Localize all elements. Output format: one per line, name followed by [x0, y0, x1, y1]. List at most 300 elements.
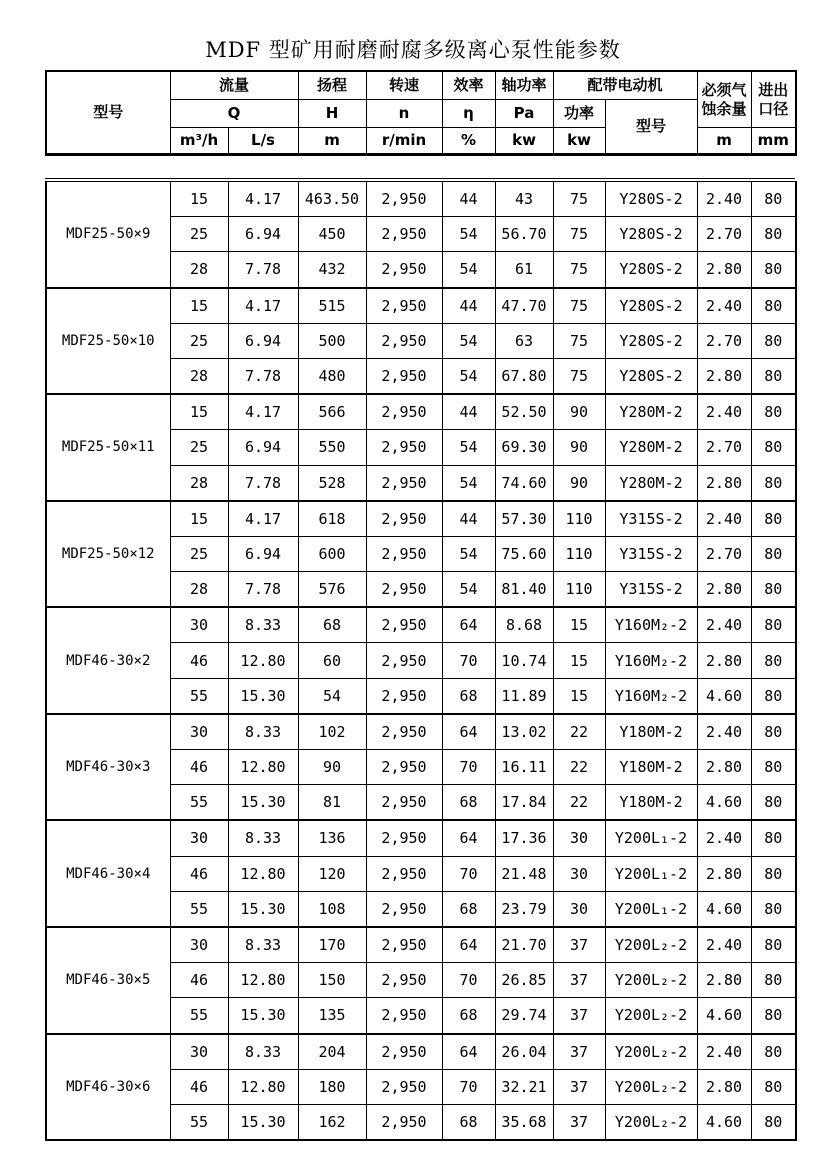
pump-table-body: [45, 181, 797, 1141]
cell-npsh: 4.60: [697, 998, 751, 1034]
col-header-shaft-power: 轴功率: [495, 71, 553, 100]
cell-flow-m3h: 28: [170, 358, 228, 394]
cell-shaft-power: 47.70: [495, 288, 553, 324]
page-title: MDF 型矿用耐磨耐腐多级离心泵性能参数: [205, 38, 621, 62]
cell-flow-ls: 12.80: [228, 1069, 298, 1104]
head-unit: m: [298, 128, 366, 155]
cell-port: 80: [751, 927, 796, 963]
cell-port: 80: [751, 182, 796, 217]
cell-flow-ls: 7.78: [228, 465, 298, 501]
cell-motor-power: 110: [553, 501, 605, 537]
cell-head: 170: [298, 927, 366, 963]
cell-motor-model: Y200L₁-2: [605, 891, 697, 927]
efficiency-unit: %: [442, 128, 495, 155]
cell-port: 80: [751, 607, 796, 643]
cell-npsh: 4.60: [697, 678, 751, 714]
cell-npsh: 2.80: [697, 643, 751, 678]
cell-flow-m3h: 25: [170, 323, 228, 358]
cell-speed: 2,950: [366, 1034, 442, 1070]
efficiency-symbol: η: [442, 100, 495, 128]
cell-motor-power: 22: [553, 714, 605, 750]
cell-flow-m3h: 46: [170, 856, 228, 891]
cell-flow-ls: 4.17: [228, 394, 298, 430]
cell-head: 450: [298, 217, 366, 252]
cell-speed: 2,950: [366, 323, 442, 358]
cell-shaft-power: 56.70: [495, 217, 553, 252]
cell-head: 204: [298, 1034, 366, 1070]
cell-port: 80: [751, 394, 796, 430]
cell-flow-ls: 15.30: [228, 785, 298, 821]
cell-head: 550: [298, 430, 366, 465]
cell-head: 576: [298, 572, 366, 608]
cell-speed: 2,950: [366, 288, 442, 324]
cell-shaft-power: 75.60: [495, 536, 553, 571]
cell-head: 120: [298, 856, 366, 891]
cell-port: 80: [751, 1069, 796, 1104]
cell-motor-power: 37: [553, 927, 605, 963]
cell-port: 80: [751, 785, 796, 821]
cell-motor-model: Y280S-2: [605, 323, 697, 358]
cell-speed: 2,950: [366, 714, 442, 750]
cell-npsh: 2.40: [697, 501, 751, 537]
cell-npsh: 2.40: [697, 394, 751, 430]
cell-shaft-power: 17.84: [495, 785, 553, 821]
cell-shaft-power: 69.30: [495, 430, 553, 465]
npsh-unit: m: [697, 128, 751, 155]
cell-flow-ls: 8.33: [228, 1034, 298, 1070]
cell-flow-m3h: 15: [170, 288, 228, 324]
cell-efficiency: 64: [442, 820, 495, 856]
cell-motor-model: Y180M-2: [605, 714, 697, 750]
cell-flow-ls: 15.30: [228, 891, 298, 927]
pump-model-cell: MDF25-50×11: [46, 394, 170, 501]
cell-head: 136: [298, 820, 366, 856]
cell-speed: 2,950: [366, 750, 442, 785]
cell-flow-m3h: 15: [170, 394, 228, 430]
flow-unit-m3h: m³/h: [170, 128, 228, 155]
pump-model-cell: MDF46-30×6: [46, 1034, 170, 1141]
cell-speed: 2,950: [366, 536, 442, 571]
cell-npsh: 2.80: [697, 856, 751, 891]
cell-flow-ls: 8.33: [228, 607, 298, 643]
shaft-power-unit: kw: [495, 128, 553, 155]
cell-head: 81: [298, 785, 366, 821]
cell-flow-m3h: 15: [170, 501, 228, 537]
cell-speed: 2,950: [366, 501, 442, 537]
cell-speed: 2,950: [366, 430, 442, 465]
cell-head: 600: [298, 536, 366, 571]
cell-flow-m3h: 28: [170, 252, 228, 288]
cell-flow-ls: 12.80: [228, 963, 298, 998]
cell-motor-model: Y280M-2: [605, 465, 697, 501]
cell-flow-m3h: 30: [170, 927, 228, 963]
cell-port: 80: [751, 501, 796, 537]
cell-flow-ls: 6.94: [228, 323, 298, 358]
cell-npsh: 2.80: [697, 358, 751, 394]
npsh-label-line2: 蚀余量: [701, 99, 747, 118]
cell-motor-power: 90: [553, 465, 605, 501]
table-row: [46, 607, 796, 643]
cell-speed: 2,950: [366, 394, 442, 430]
cell-flow-m3h: 30: [170, 714, 228, 750]
cell-shaft-power: 23.79: [495, 891, 553, 927]
cell-motor-model: Y180M-2: [605, 750, 697, 785]
cell-shaft-power: 26.85: [495, 963, 553, 998]
cell-speed: 2,950: [366, 182, 442, 217]
cell-head: 68: [298, 607, 366, 643]
cell-speed: 2,950: [366, 217, 442, 252]
cell-flow-ls: 12.80: [228, 856, 298, 891]
cell-head: 500: [298, 323, 366, 358]
cell-flow-m3h: 28: [170, 572, 228, 608]
cell-port: 80: [751, 465, 796, 501]
cell-efficiency: 54: [442, 252, 495, 288]
cell-speed: 2,950: [366, 927, 442, 963]
cell-shaft-power: 43: [495, 182, 553, 217]
cell-npsh: 2.80: [697, 750, 751, 785]
cell-head: 180: [298, 1069, 366, 1104]
cell-port: 80: [751, 358, 796, 394]
table-row: [46, 820, 796, 856]
cell-head: 54: [298, 678, 366, 714]
cell-efficiency: 54: [442, 217, 495, 252]
cell-flow-m3h: 55: [170, 678, 228, 714]
cell-motor-model: Y200L₂-2: [605, 927, 697, 963]
pump-model-cell: MDF46-30×3: [46, 714, 170, 821]
cell-motor-model: Y280M-2: [605, 394, 697, 430]
cell-motor-model: Y160M₂-2: [605, 678, 697, 714]
npsh-label-line1: 必须气: [701, 80, 747, 99]
cell-npsh: 2.80: [697, 1069, 751, 1104]
cell-motor-power: 30: [553, 891, 605, 927]
table-row: [46, 182, 796, 217]
cell-npsh: 2.70: [697, 323, 751, 358]
cell-npsh: 4.60: [697, 891, 751, 927]
motor-power-unit: kw: [553, 128, 605, 155]
cell-port: 80: [751, 856, 796, 891]
cell-motor-power: 90: [553, 430, 605, 465]
cell-flow-ls: 8.33: [228, 714, 298, 750]
speed-symbol: n: [366, 100, 442, 128]
cell-motor-model: Y315S-2: [605, 501, 697, 537]
cell-speed: 2,950: [366, 891, 442, 927]
cell-port: 80: [751, 714, 796, 750]
cell-flow-ls: 15.30: [228, 1104, 298, 1140]
cell-motor-power: 15: [553, 678, 605, 714]
cell-efficiency: 68: [442, 998, 495, 1034]
cell-port: 80: [751, 323, 796, 358]
cell-motor-power: 75: [553, 358, 605, 394]
cell-speed: 2,950: [366, 998, 442, 1034]
flow-unit-ls: L/s: [228, 128, 298, 155]
cell-motor-model: Y315S-2: [605, 536, 697, 571]
cell-head: 618: [298, 501, 366, 537]
cell-head: 90: [298, 750, 366, 785]
cell-motor-power: 37: [553, 998, 605, 1034]
table-row: [46, 1034, 796, 1070]
cell-npsh: 2.40: [697, 1034, 751, 1070]
cell-port: 80: [751, 430, 796, 465]
cell-shaft-power: 17.36: [495, 820, 553, 856]
cell-port: 80: [751, 750, 796, 785]
cell-flow-ls: 6.94: [228, 430, 298, 465]
cell-speed: 2,950: [366, 820, 442, 856]
cell-shaft-power: 35.68: [495, 1104, 553, 1140]
cell-efficiency: 64: [442, 927, 495, 963]
cell-efficiency: 44: [442, 501, 495, 537]
cell-head: 162: [298, 1104, 366, 1140]
cell-efficiency: 64: [442, 1034, 495, 1070]
head-symbol: H: [298, 100, 366, 128]
cell-flow-m3h: 46: [170, 750, 228, 785]
cell-efficiency: 64: [442, 714, 495, 750]
cell-npsh: 2.70: [697, 217, 751, 252]
cell-flow-m3h: 25: [170, 536, 228, 571]
cell-flow-m3h: 30: [170, 607, 228, 643]
cell-efficiency: 44: [442, 288, 495, 324]
cell-flow-ls: 8.33: [228, 820, 298, 856]
cell-shaft-power: 74.60: [495, 465, 553, 501]
cell-npsh: 4.60: [697, 1104, 751, 1140]
col-header-flow: 流量: [170, 71, 298, 100]
cell-shaft-power: 29.74: [495, 998, 553, 1034]
cell-flow-ls: 7.78: [228, 572, 298, 608]
cell-shaft-power: 26.04: [495, 1034, 553, 1070]
cell-flow-m3h: 46: [170, 1069, 228, 1104]
cell-shaft-power: 61: [495, 252, 553, 288]
cell-speed: 2,950: [366, 1069, 442, 1104]
cell-head: 515: [298, 288, 366, 324]
cell-motor-model: Y280S-2: [605, 358, 697, 394]
cell-shaft-power: 13.02: [495, 714, 553, 750]
pump-model-cell: MDF46-30×5: [46, 927, 170, 1034]
cell-motor-power: 15: [553, 643, 605, 678]
cell-flow-ls: 6.94: [228, 536, 298, 571]
cell-motor-power: 37: [553, 963, 605, 998]
cell-shaft-power: 21.70: [495, 927, 553, 963]
cell-motor-power: 37: [553, 1034, 605, 1070]
cell-motor-power: 37: [553, 1069, 605, 1104]
table-row: [46, 501, 796, 537]
cell-npsh: 2.80: [697, 963, 751, 998]
cell-motor-model: Y200L₂-2: [605, 998, 697, 1034]
cell-flow-m3h: 28: [170, 465, 228, 501]
cell-shaft-power: 8.68: [495, 607, 553, 643]
cell-motor-power: 75: [553, 217, 605, 252]
cell-motor-power: 75: [553, 182, 605, 217]
cell-motor-model: Y315S-2: [605, 572, 697, 608]
motor-power-label: 功率: [553, 100, 605, 128]
cell-motor-model: Y280S-2: [605, 217, 697, 252]
cell-speed: 2,950: [366, 1104, 442, 1140]
cell-flow-ls: 7.78: [228, 252, 298, 288]
pump-model-cell: MDF46-30×2: [46, 607, 170, 714]
cell-head: 108: [298, 891, 366, 927]
cell-efficiency: 64: [442, 607, 495, 643]
cell-head: 150: [298, 963, 366, 998]
cell-head: 135: [298, 998, 366, 1034]
pump-table-header: [45, 70, 797, 156]
cell-motor-power: 37: [553, 1104, 605, 1140]
cell-port: 80: [751, 536, 796, 571]
cell-flow-m3h: 30: [170, 1034, 228, 1070]
cell-efficiency: 54: [442, 465, 495, 501]
cell-npsh: 2.40: [697, 607, 751, 643]
pump-model-cell: MDF25-50×12: [46, 501, 170, 608]
cell-motor-model: Y280M-2: [605, 430, 697, 465]
cell-port: 80: [751, 1034, 796, 1070]
cell-motor-model: Y180M-2: [605, 785, 697, 821]
cell-motor-model: Y200L₂-2: [605, 1034, 697, 1070]
cell-efficiency: 68: [442, 785, 495, 821]
col-header-npsh: [697, 71, 751, 128]
cell-efficiency: 54: [442, 430, 495, 465]
cell-speed: 2,950: [366, 963, 442, 998]
table-row: [46, 288, 796, 324]
col-header-model: 型号: [46, 71, 170, 155]
cell-speed: 2,950: [366, 607, 442, 643]
cell-motor-power: 90: [553, 394, 605, 430]
cell-flow-ls: 4.17: [228, 182, 298, 217]
cell-motor-power: 22: [553, 750, 605, 785]
cell-port: 80: [751, 678, 796, 714]
cell-speed: 2,950: [366, 678, 442, 714]
cell-motor-model: Y200L₂-2: [605, 963, 697, 998]
cell-speed: 2,950: [366, 358, 442, 394]
cell-speed: 2,950: [366, 643, 442, 678]
cell-head: 480: [298, 358, 366, 394]
cell-motor-model: Y280S-2: [605, 252, 697, 288]
cell-npsh: 2.80: [697, 465, 751, 501]
motor-model-label: 型号: [605, 100, 697, 155]
cell-npsh: 2.40: [697, 288, 751, 324]
cell-head: 432: [298, 252, 366, 288]
cell-efficiency: 70: [442, 643, 495, 678]
cell-npsh: 2.80: [697, 252, 751, 288]
cell-head: 60: [298, 643, 366, 678]
cell-npsh: 2.70: [697, 430, 751, 465]
cell-head: 463.50: [298, 182, 366, 217]
cell-flow-m3h: 25: [170, 430, 228, 465]
cell-head: 528: [298, 465, 366, 501]
cell-speed: 2,950: [366, 252, 442, 288]
cell-port: 80: [751, 217, 796, 252]
cell-flow-m3h: 55: [170, 785, 228, 821]
cell-port: 80: [751, 963, 796, 998]
cell-flow-ls: 12.80: [228, 643, 298, 678]
cell-shaft-power: 81.40: [495, 572, 553, 608]
pump-model-cell: MDF25-50×9: [46, 182, 170, 288]
cell-flow-ls: 12.80: [228, 750, 298, 785]
cell-motor-model: Y280S-2: [605, 182, 697, 217]
cell-flow-ls: 4.17: [228, 501, 298, 537]
cell-shaft-power: 63: [495, 323, 553, 358]
cell-flow-ls: 8.33: [228, 927, 298, 963]
table-row: [46, 714, 796, 750]
cell-speed: 2,950: [366, 785, 442, 821]
cell-motor-power: 110: [553, 536, 605, 571]
cell-motor-power: 75: [553, 323, 605, 358]
cell-port: 80: [751, 643, 796, 678]
cell-flow-ls: 7.78: [228, 358, 298, 394]
cell-npsh: 2.40: [697, 820, 751, 856]
cell-npsh: 2.80: [697, 572, 751, 608]
cell-efficiency: 44: [442, 394, 495, 430]
col-header-motor: 配带电动机: [553, 71, 697, 100]
pump-table-body-wrap: [45, 178, 795, 1141]
cell-shaft-power: 11.89: [495, 678, 553, 714]
cell-efficiency: 44: [442, 182, 495, 217]
flow-symbol: Q: [170, 100, 298, 128]
cell-shaft-power: 10.74: [495, 643, 553, 678]
cell-motor-power: 110: [553, 572, 605, 608]
port-label-line2: 口径: [758, 99, 789, 118]
cell-motor-model: Y200L₂-2: [605, 1104, 697, 1140]
cell-efficiency: 70: [442, 750, 495, 785]
cell-port: 80: [751, 891, 796, 927]
cell-motor-power: 75: [553, 252, 605, 288]
cell-flow-ls: 15.30: [228, 678, 298, 714]
cell-motor-model: Y200L₂-2: [605, 1069, 697, 1104]
cell-efficiency: 70: [442, 856, 495, 891]
cell-shaft-power: 52.50: [495, 394, 553, 430]
cell-motor-model: Y160M₂-2: [605, 643, 697, 678]
cell-npsh: 2.70: [697, 536, 751, 571]
cell-flow-m3h: 25: [170, 217, 228, 252]
cell-flow-m3h: 55: [170, 1104, 228, 1140]
cell-speed: 2,950: [366, 465, 442, 501]
cell-shaft-power: 32.21: [495, 1069, 553, 1104]
table-row: [46, 394, 796, 430]
pump-model-cell: MDF46-30×4: [46, 820, 170, 927]
cell-port: 80: [751, 998, 796, 1034]
cell-efficiency: 54: [442, 323, 495, 358]
cell-head: 566: [298, 394, 366, 430]
col-header-speed: 转速: [366, 71, 442, 100]
cell-efficiency: 70: [442, 1069, 495, 1104]
port-unit: mm: [751, 128, 796, 155]
cell-motor-power: 15: [553, 607, 605, 643]
cell-motor-model: Y200L₁-2: [605, 820, 697, 856]
cell-efficiency: 68: [442, 891, 495, 927]
cell-flow-m3h: 46: [170, 963, 228, 998]
cell-flow-m3h: 15: [170, 182, 228, 217]
port-label-line1: 进出: [758, 80, 789, 99]
cell-motor-power: 22: [553, 785, 605, 821]
cell-efficiency: 68: [442, 678, 495, 714]
cell-port: 80: [751, 288, 796, 324]
cell-port: 80: [751, 1104, 796, 1140]
cell-speed: 2,950: [366, 856, 442, 891]
cell-motor-model: Y280S-2: [605, 288, 697, 324]
cell-shaft-power: 21.48: [495, 856, 553, 891]
cell-motor-power: 30: [553, 820, 605, 856]
cell-flow-ls: 4.17: [228, 288, 298, 324]
cell-efficiency: 54: [442, 536, 495, 571]
col-header-head: 扬程: [298, 71, 366, 100]
cell-flow-m3h: 46: [170, 643, 228, 678]
shaft-power-symbol: Pa: [495, 100, 553, 128]
cell-shaft-power: 57.30: [495, 501, 553, 537]
cell-npsh: 2.40: [697, 714, 751, 750]
cell-port: 80: [751, 252, 796, 288]
cell-efficiency: 54: [442, 572, 495, 608]
cell-flow-m3h: 55: [170, 891, 228, 927]
cell-head: 102: [298, 714, 366, 750]
cell-flow-ls: 15.30: [228, 998, 298, 1034]
cell-npsh: 2.40: [697, 182, 751, 217]
cell-port: 80: [751, 820, 796, 856]
